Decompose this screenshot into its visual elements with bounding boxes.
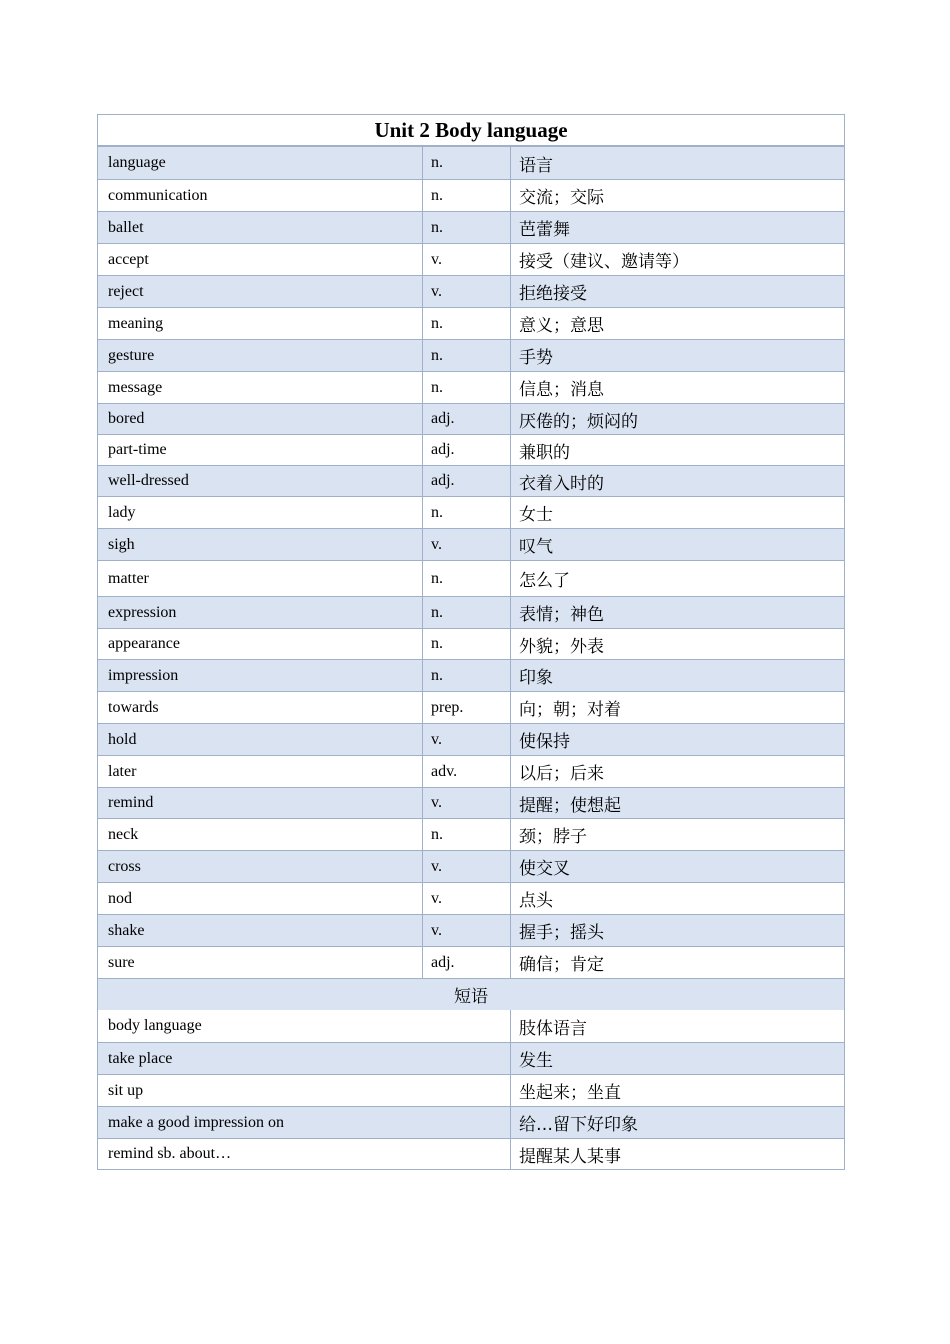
table-row bbox=[98, 882, 844, 914]
pos-cell: v. bbox=[422, 276, 510, 307]
word-cell: towards bbox=[108, 698, 159, 716]
table-title-row bbox=[98, 115, 844, 147]
vocabulary-table bbox=[97, 114, 845, 1170]
table-row bbox=[98, 211, 844, 243]
meaning-cell: 表情；神色 bbox=[510, 597, 844, 628]
table-row bbox=[98, 850, 844, 882]
meaning-cell: 厌倦的；烦闷的 bbox=[510, 404, 844, 434]
pos-cell: prep. bbox=[422, 692, 510, 723]
word-cell: message bbox=[108, 378, 163, 396]
table-title: Unit 2 Body language bbox=[374, 117, 568, 142]
table-row bbox=[98, 723, 844, 755]
pos-cell: v. bbox=[422, 724, 510, 755]
word-rows bbox=[98, 147, 844, 978]
meaning-cell: 外貌；外表 bbox=[510, 629, 844, 659]
meaning-cell: 使交叉 bbox=[510, 851, 844, 882]
table-row bbox=[98, 560, 844, 596]
word-cell: language bbox=[108, 154, 166, 171]
table-row bbox=[98, 465, 844, 496]
word-cell: communication bbox=[108, 186, 208, 204]
phrase-cell: sit up bbox=[108, 1081, 144, 1099]
pos-cell: n. bbox=[422, 180, 510, 211]
meaning-cell: 兼职的 bbox=[510, 435, 844, 465]
table-row bbox=[98, 755, 844, 787]
pos-cell: v. bbox=[422, 851, 510, 882]
word-cell: reject bbox=[108, 282, 144, 300]
word-cell: hold bbox=[108, 730, 137, 748]
meaning-cell: 交流；交际 bbox=[510, 180, 844, 211]
meaning-cell: 握手；摇头 bbox=[510, 915, 844, 946]
table-row bbox=[98, 596, 844, 628]
word-cell: neck bbox=[108, 825, 139, 843]
meaning-cell: 以后；后来 bbox=[510, 756, 844, 787]
meaning-cell: 衣着入时的 bbox=[510, 466, 844, 496]
phrase-cell: take place bbox=[108, 1049, 173, 1067]
phrase-row bbox=[98, 1074, 844, 1106]
meaning-cell: 叹气 bbox=[510, 529, 844, 560]
meaning-cell: 手势 bbox=[510, 340, 844, 371]
word-cell: expression bbox=[108, 603, 177, 621]
table-row bbox=[98, 914, 844, 946]
pos-cell: n. bbox=[422, 308, 510, 339]
table-row bbox=[98, 147, 844, 179]
phrase-row bbox=[98, 1010, 844, 1042]
meaning-cell: 颈；脖子 bbox=[510, 819, 844, 850]
phrase-rows bbox=[98, 1010, 844, 1169]
pos-cell: n. bbox=[422, 629, 510, 659]
word-cell: remind bbox=[108, 794, 154, 811]
table-row bbox=[98, 818, 844, 850]
meaning-cell: 确信；肯定 bbox=[510, 947, 844, 978]
pos-cell: n. bbox=[422, 340, 510, 371]
pos-cell: n. bbox=[422, 660, 510, 691]
meaning-cell: 向；朝；对着 bbox=[510, 692, 844, 723]
word-cell: part-time bbox=[108, 441, 167, 458]
phrases-heading: 短语 bbox=[454, 987, 488, 1007]
table-row bbox=[98, 275, 844, 307]
phrase-row bbox=[98, 1042, 844, 1074]
word-cell: nod bbox=[108, 889, 132, 907]
pos-cell: n. bbox=[422, 819, 510, 850]
table-row bbox=[98, 243, 844, 275]
pos-cell: n. bbox=[422, 147, 510, 179]
meaning-cell: 意义；意思 bbox=[510, 308, 844, 339]
word-cell: accept bbox=[108, 250, 149, 268]
table-row bbox=[98, 691, 844, 723]
word-cell: sure bbox=[108, 953, 135, 971]
word-cell: matter bbox=[108, 569, 149, 587]
phrase-meaning-cell: 给…留下好印象 bbox=[510, 1107, 844, 1138]
pos-cell: adj. bbox=[422, 947, 510, 978]
phrase-meaning-cell: 提醒某人某事 bbox=[510, 1139, 844, 1169]
word-cell: cross bbox=[108, 857, 141, 875]
meaning-cell: 接受（建议、邀请等） bbox=[510, 244, 844, 275]
pos-cell: n. bbox=[422, 597, 510, 628]
word-cell: lady bbox=[108, 503, 136, 521]
pos-cell: n. bbox=[422, 561, 510, 596]
phrase-cell: body language bbox=[108, 1017, 202, 1034]
phrase-meaning-cell: 发生 bbox=[510, 1043, 844, 1074]
phrase-row bbox=[98, 1106, 844, 1138]
meaning-cell: 语言 bbox=[510, 147, 844, 179]
pos-cell: n. bbox=[422, 212, 510, 243]
table-row bbox=[98, 179, 844, 211]
pos-cell: n. bbox=[422, 497, 510, 528]
word-cell: bored bbox=[108, 410, 145, 427]
table-row bbox=[98, 371, 844, 403]
meaning-cell: 信息；消息 bbox=[510, 372, 844, 403]
pos-cell: adj. bbox=[422, 466, 510, 496]
table-row bbox=[98, 946, 844, 978]
word-cell: gesture bbox=[108, 346, 155, 364]
phrases-heading-row bbox=[98, 978, 844, 1010]
word-cell: shake bbox=[108, 921, 145, 939]
table-row bbox=[98, 496, 844, 528]
table-row bbox=[98, 528, 844, 560]
word-cell: sigh bbox=[108, 535, 135, 553]
pos-cell: v. bbox=[422, 529, 510, 560]
pos-cell: adv. bbox=[422, 756, 510, 787]
table-row bbox=[98, 628, 844, 659]
table-row bbox=[98, 307, 844, 339]
pos-cell: v. bbox=[422, 915, 510, 946]
word-cell: appearance bbox=[108, 635, 180, 652]
meaning-cell: 芭蕾舞 bbox=[510, 212, 844, 243]
phrase-row bbox=[98, 1138, 844, 1169]
phrase-meaning-cell: 肢体语言 bbox=[510, 1010, 844, 1042]
table-row bbox=[98, 434, 844, 465]
meaning-cell: 点头 bbox=[510, 883, 844, 914]
meaning-cell: 女士 bbox=[510, 497, 844, 528]
phrase-meaning-cell: 坐起来；坐直 bbox=[510, 1075, 844, 1106]
pos-cell: v. bbox=[422, 244, 510, 275]
word-cell: impression bbox=[108, 666, 179, 684]
pos-cell: adj. bbox=[422, 435, 510, 465]
pos-cell: v. bbox=[422, 788, 510, 818]
table-row bbox=[98, 659, 844, 691]
meaning-cell: 印象 bbox=[510, 660, 844, 691]
phrase-cell: make a good impression on bbox=[108, 1113, 284, 1131]
meaning-cell: 提醒；使想起 bbox=[510, 788, 844, 818]
pos-cell: adj. bbox=[422, 404, 510, 434]
table-row bbox=[98, 339, 844, 371]
pos-cell: n. bbox=[422, 372, 510, 403]
word-cell: ballet bbox=[108, 218, 144, 236]
phrase-cell: remind sb. about… bbox=[108, 1145, 232, 1162]
word-cell: meaning bbox=[108, 314, 164, 332]
pos-cell: v. bbox=[422, 883, 510, 914]
meaning-cell: 拒绝接受 bbox=[510, 276, 844, 307]
meaning-cell: 怎么了 bbox=[510, 561, 844, 596]
word-cell: well-dressed bbox=[108, 472, 189, 489]
table-row bbox=[98, 787, 844, 818]
table-row bbox=[98, 403, 844, 434]
meaning-cell: 使保持 bbox=[510, 724, 844, 755]
word-cell: later bbox=[108, 762, 137, 780]
